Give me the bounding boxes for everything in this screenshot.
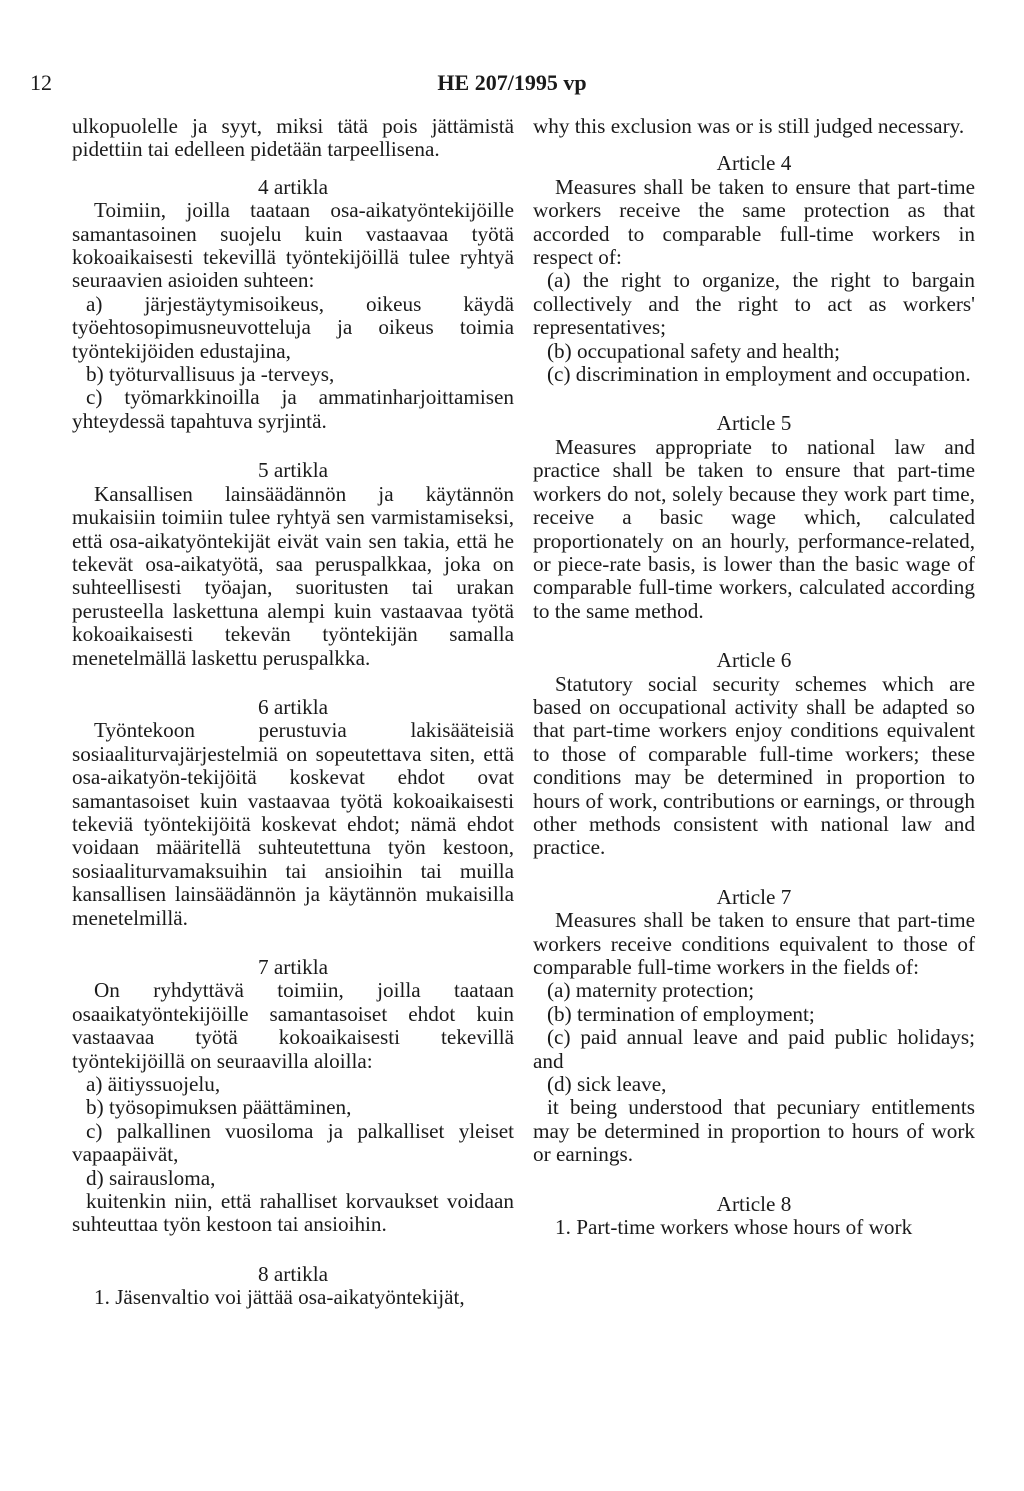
article-8-en: [533, 1193, 975, 1240]
article-7-fi: [72, 956, 514, 1237]
article-5-fi: [72, 459, 514, 670]
list-item: d) sairausloma,: [86, 1165, 216, 1190]
article-heading: Article 7: [716, 884, 792, 909]
article-heading: 5 artikla: [257, 458, 328, 483]
article-heading: Article 5: [716, 411, 792, 436]
list-item: b) työturvallisuus ja -terveys,: [86, 362, 335, 387]
list-item: (d) sick leave,: [547, 1072, 667, 1097]
article-heading: 6 artikla: [257, 694, 328, 719]
article-4-fi: [72, 176, 514, 433]
article-heading: 7 artikla: [257, 955, 328, 979]
list-item: (c) discrimination in employment and occupation.: [547, 362, 971, 387]
article-heading: Article 8: [716, 1191, 792, 1216]
article-6-en: [533, 649, 975, 860]
article-heading: Article 6: [716, 648, 792, 673]
list-item: (c) paid annual leave and paid public holidays; and: [533, 1025, 975, 1073]
article-text: 1. Part-time workers whose hours of work: [555, 1215, 913, 1240]
list-item: (a) the right to organize, the right to bargain collectively and the right to act as workers' representatives;: [533, 268, 975, 340]
article-4-en: [533, 152, 975, 386]
list-item: a) järjestäytymisoikeus, oikeus käydä työehtosopimusneuvotteluja ja oikeus toimia työntekijöiden edustajina,: [72, 291, 514, 363]
article-closing: it being understood that pecuniary entitlements may be determined in proportion to hours of work or earnings.: [533, 1095, 975, 1167]
article-text: Työntekoon perustuvia lakisääteisiä sosiaaliturvajärjestelmiä on sopeutettava siten, että osa-aikatyön-tekijöitä koskevat ehdot ovat samantasoiset kuin vastaavaa työtä kokoaikaisesti tekeviä työntekijöitä koskevat ehdot; nämä ehdot voidaan määritellä suhteutettuna työn kestoon, sosiaaliturvamaksuihin tai ansioihin tai muilla kansallisen lainsäädännön ja käytännön mukaisilla menetelmillä.: [72, 718, 514, 930]
article-text: On ryhdyttävä toimiin, joilla taataan osaaikatyöntekijöille samantasoiset ehdot kuin vastaavaa työtä kokoaikaisesti tekevillä työntekijöillä on seuraavilla aloilla:: [72, 978, 514, 1073]
intro-paragraph-en: why this exclusion was or is still judged necessary.: [533, 114, 965, 138]
list-item: (b) termination of employment;: [547, 1001, 815, 1026]
list-item: c) palkallinen vuosiloma ja palkalliset yleiset vapaapäivät,: [72, 1118, 514, 1167]
article-text: Measures shall be taken to ensure that part-time workers receive conditions equivalent to those of comparable full-time workers in the fields of:: [533, 908, 975, 979]
article-text: Measures appropriate to national law and practice shall be taken to ensure that part-time workers do not, solely because they work part time, receive a basic wage which, calculated proportionately on an hourly, performance-related, or piece-rate basis, is lower than the basic wage of comparable full-time workers, calculated according to the same method.: [533, 434, 975, 623]
article-text: 1. Jäsenvaltio voi jättää osa-aikatyöntekijät,: [94, 1285, 465, 1310]
page-number: 12: [30, 70, 52, 95]
list-item: (b) occupational safety and health;: [547, 338, 840, 363]
article-8-fi: [72, 1263, 514, 1310]
list-item: (a) maternity protection;: [547, 978, 755, 1003]
article-5-en: [533, 412, 975, 623]
finnish-column: [72, 115, 514, 1310]
article-text: Toimiin, joilla taataan osa-aikatyöntekijöille samantasoinen suojelu kuin vastaavaa työtä kokoaikaisesti tekevillä työntekijöillä tulee ryhtyä seuraavien asioiden suhteen:: [72, 198, 514, 293]
article-heading: 8 artikla: [257, 1261, 328, 1286]
article-text: Measures shall be taken to ensure that part-time workers receive the same protection as that accorded to comparable full-time workers in respect of:: [533, 174, 975, 270]
list-item: a) äitiyssuojelu,: [86, 1072, 221, 1097]
document-reference: HE 207/1995 vp: [437, 70, 587, 95]
article-heading: Article 4: [716, 151, 792, 176]
article-7-en: [533, 886, 975, 1167]
intro-paragraph-fi: ulkopuolelle ja syyt, miksi tätä pois jättämistä pidettiin tai edelleen pidetään tarpeellisena.: [72, 114, 514, 162]
article-closing: kuitenkin niin, että rahalliset korvaukset voidaan suhteuttaa työn kestoon tai ansioihin.: [72, 1189, 514, 1237]
article-heading: 4 artikla: [257, 174, 328, 199]
article-text: Kansallisen lainsäädännön ja käytännön mukaisiin toimiin tulee ryhtyä sen varmistamiseksi, että osa-aikatyöntekijät eivät vain sen takia, että he tekevät osa-aikatyötä, saa peruspalkkaa, joka on suhteellisesti työajan, suoritusten tai urakan perusteella laskettuna alempi kuin vastaavaa työtä kokoaikaisesti tekevän työntekijän samalla menetelmällä laskettu peruspalkka.: [72, 481, 514, 670]
list-item: b) työsopimuksen päättäminen,: [86, 1095, 352, 1120]
english-column: [533, 115, 975, 1239]
list-item: c) työmarkkinoilla ja ammatinharjoittamisen yhteydessä tapahtuva syrjintä.: [72, 385, 514, 433]
article-text: Statutory social security schemes which are based on occupational activity shall be adapted so that part-time workers enjoy conditions equivalent to those of comparable full-time workers; these conditions may be determined in proportion to hours of work, contributions or earnings, or through other methods consistent with national law and practice.: [533, 671, 975, 860]
article-6-fi: [72, 696, 514, 930]
page-header: [0, 70, 1024, 100]
